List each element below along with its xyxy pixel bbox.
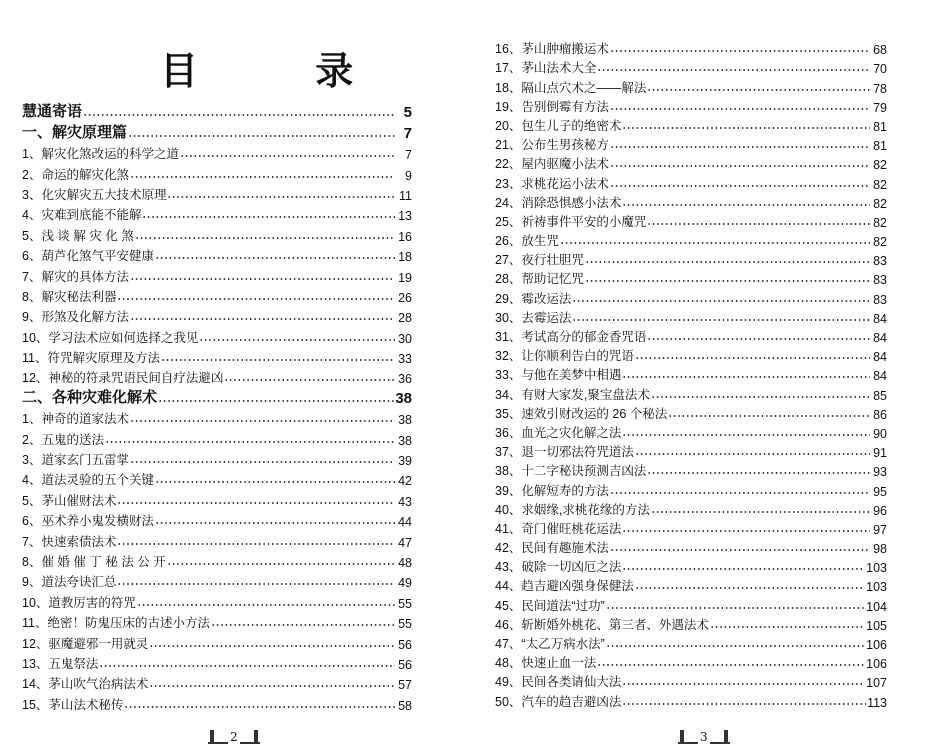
toc-entry bbox=[22, 305, 412, 325]
dot-leader bbox=[610, 105, 870, 111]
toc-entry-page: 70 bbox=[873, 62, 887, 77]
toc-entry-title: 2、命运的解灾化煞 bbox=[22, 167, 129, 182]
toc-entry-title: 慧通寄语 bbox=[22, 103, 83, 121]
toc-entry-page: 106 bbox=[866, 638, 887, 652]
toc-entry bbox=[495, 153, 887, 172]
dot-leader bbox=[149, 682, 395, 688]
toc-entry-page: 13 bbox=[398, 209, 412, 224]
dot-leader bbox=[155, 254, 395, 260]
toc-entry-title: 一、解灾原理篇 bbox=[22, 123, 128, 141]
toc-section-heading bbox=[22, 121, 412, 141]
toc-entry-title: 8、催 婚 催 丁 秘 法 公 开 bbox=[22, 554, 166, 569]
dot-leader bbox=[606, 642, 865, 648]
toc-entry bbox=[22, 285, 412, 305]
toc-entry-title: 27、夜行壮胆咒 bbox=[495, 253, 584, 268]
toc-entry-title: 49、民间各类请仙大法 bbox=[495, 675, 622, 690]
dot-leader bbox=[647, 335, 870, 341]
toc-entry-title: 30、去霉运法 bbox=[495, 310, 572, 325]
dot-leader bbox=[130, 275, 395, 281]
toc-entry-page: 79 bbox=[873, 100, 887, 115]
toc-entry-page: 82 bbox=[873, 158, 887, 173]
dot-leader bbox=[167, 193, 395, 199]
toc-entry-page: 57 bbox=[398, 678, 412, 693]
toc-entry-page: 113 bbox=[867, 695, 887, 710]
toc-entry-page: 84 bbox=[873, 369, 887, 384]
toc-entry-title: 31、考试高分的郁金香咒语 bbox=[495, 330, 647, 344]
toc-entry bbox=[22, 244, 412, 264]
toc-entry-title: 32、让你顺利告白的咒语 bbox=[495, 349, 634, 364]
toc-entry-page: 38 bbox=[395, 389, 412, 407]
toc-entry-page: 82 bbox=[873, 196, 887, 211]
page-footer-right bbox=[678, 728, 730, 744]
toc-entry-title: 12、神秘的符录咒语民间自疗法避凶 bbox=[22, 371, 224, 386]
toc-entry-title: 13、五鬼祭法 bbox=[22, 656, 99, 671]
toc-entry bbox=[495, 96, 887, 115]
dot-leader bbox=[105, 438, 395, 444]
toc-entry bbox=[495, 499, 887, 518]
toc-entry bbox=[495, 633, 887, 652]
toc-entry bbox=[495, 307, 887, 326]
dot-leader bbox=[137, 601, 395, 607]
toc-entry bbox=[22, 631, 412, 651]
right-page bbox=[470, 0, 935, 751]
toc-entry-page: 11 bbox=[399, 188, 412, 203]
dot-leader bbox=[135, 234, 395, 240]
toc-entry bbox=[22, 570, 412, 590]
toc-entry bbox=[495, 115, 887, 134]
dot-leader bbox=[647, 220, 870, 226]
ornament-icon bbox=[710, 728, 730, 744]
dot-leader bbox=[610, 162, 870, 168]
toc-entry bbox=[495, 575, 887, 594]
toc-entry-title: 6、巫术养小鬼发横财法 bbox=[22, 514, 154, 529]
dot-leader bbox=[155, 478, 395, 484]
toc-entry-page: 55 bbox=[398, 617, 412, 632]
toc-entry-page: 82 bbox=[873, 215, 887, 230]
toc-entry bbox=[495, 479, 887, 498]
toc-entry-page: 104 bbox=[866, 599, 887, 614]
toc-entry-page: 107 bbox=[866, 676, 887, 691]
toc-entry bbox=[495, 403, 887, 422]
dot-leader bbox=[211, 621, 395, 627]
dot-leader bbox=[606, 604, 865, 610]
toc-entry-page: 42 bbox=[398, 474, 412, 489]
toc-entry-page: 7 bbox=[403, 124, 412, 142]
dot-leader bbox=[130, 417, 395, 423]
toc-entry-title: 11、绝密！防鬼压床的古述小方法 bbox=[22, 616, 210, 631]
toc-entry-page: 84 bbox=[873, 350, 887, 365]
toc-entry-page: 84 bbox=[873, 311, 887, 326]
toc-entry-title: 11、符咒解灾原理及方法 bbox=[22, 351, 160, 366]
toc-entry-page: 43 bbox=[398, 494, 412, 509]
toc-entry bbox=[495, 690, 887, 709]
toc-entry-title: 9、道法夸诀汇总 bbox=[22, 575, 117, 590]
dot-leader bbox=[130, 458, 395, 464]
dot-leader bbox=[610, 182, 870, 188]
toc-entry-page: 58 bbox=[398, 698, 412, 713]
toc-entry-page: 86 bbox=[873, 407, 887, 422]
toc-entry bbox=[495, 38, 887, 57]
toc-entry-page: 49 bbox=[398, 576, 412, 591]
toc-entry-page: 98 bbox=[873, 542, 887, 557]
toc-entry-title: 33、与他在美梦中相遇 bbox=[495, 368, 622, 383]
toc-entry-page: 93 bbox=[873, 465, 887, 480]
toc-entry-title: 10、学习法术应如何选择之我见 bbox=[22, 330, 199, 345]
toc-entry-title: 36、血光之灾化解之法 bbox=[495, 425, 622, 440]
toc-entry-title: 48、快速止血一法 bbox=[495, 656, 597, 671]
toc-entry-title: 19、告别倒霉有方法 bbox=[495, 99, 609, 114]
toc-entry-title: 10、道教厉害的符咒 bbox=[22, 595, 136, 610]
toc-entry bbox=[22, 223, 412, 243]
toc-entry bbox=[22, 672, 412, 692]
toc-entry-title: 2、五鬼的送法 bbox=[22, 432, 104, 447]
toc-entry bbox=[22, 346, 412, 366]
dot-leader bbox=[651, 508, 870, 514]
dot-leader bbox=[651, 393, 870, 399]
toc-entry-title: 44、趋吉避凶强身保健法 bbox=[495, 579, 634, 594]
toc-entry-page: 39 bbox=[398, 454, 412, 469]
toc-entry-title: 41、奇门催旺桃花运法 bbox=[495, 521, 622, 536]
toc-entry-title: 20、包生儿子的绝密术 bbox=[495, 118, 622, 133]
toc-entry-page: 38 bbox=[398, 433, 412, 448]
toc-entry-title: 39、化解短寿的方法 bbox=[495, 483, 609, 498]
toc-entry bbox=[495, 287, 887, 306]
left-page bbox=[0, 0, 465, 751]
dot-leader bbox=[180, 152, 395, 158]
toc-entry-title: 46、斩断婚外桃花、第三者、外遇法术 bbox=[495, 617, 709, 632]
dot-leader bbox=[83, 111, 395, 117]
toc-entry-title: 4、灾难到底能不能解 bbox=[22, 208, 142, 223]
dot-leader bbox=[668, 412, 870, 418]
toc-entry-title: 17、茅山法术大全 bbox=[495, 61, 597, 76]
toc-entry bbox=[495, 172, 887, 191]
toc-entry-title: 16、茅山肿瘤搬运术 bbox=[495, 42, 609, 57]
dot-leader bbox=[610, 546, 870, 552]
dot-leader bbox=[167, 560, 395, 566]
toc-entry-title: 5、茅山催财法术 bbox=[22, 493, 117, 508]
toc-entry bbox=[495, 460, 887, 479]
toc-entry-title: 15、茅山法术秘传 bbox=[22, 697, 124, 712]
dot-leader bbox=[124, 703, 395, 709]
toc-entry-title: 3、化灾解灾五大技术原理 bbox=[22, 187, 167, 202]
toc-entry-page: 83 bbox=[873, 292, 887, 307]
toc-entry-page: 55 bbox=[398, 596, 412, 611]
page-number: 3 bbox=[700, 730, 708, 744]
dot-leader bbox=[597, 661, 865, 667]
dot-leader bbox=[99, 662, 395, 668]
dot-leader bbox=[647, 469, 870, 475]
toc-entry-page: 28 bbox=[398, 311, 412, 326]
toc-entry bbox=[22, 162, 412, 182]
toc-entry-title: 29、霉改运法 bbox=[495, 291, 572, 306]
toc-entry bbox=[22, 407, 412, 427]
toc-entry-title: 7、快速索债法术 bbox=[22, 534, 117, 549]
toc-entry bbox=[495, 230, 887, 249]
toc-entry bbox=[22, 183, 412, 203]
toc-entry-title: 23、求桃花运小法术 bbox=[495, 176, 609, 191]
toc-entry bbox=[22, 468, 412, 488]
dot-leader bbox=[117, 540, 395, 546]
toc-entry bbox=[22, 264, 412, 284]
dot-leader bbox=[199, 336, 395, 342]
toc-entry bbox=[22, 366, 412, 386]
toc-entry-page: 83 bbox=[873, 254, 887, 269]
toc-entry-page: 91 bbox=[873, 446, 887, 461]
toc-entry bbox=[22, 509, 412, 529]
dot-leader bbox=[622, 680, 865, 686]
toc-entry-page: 81 bbox=[873, 119, 887, 134]
toc-entry-title: 6、葫芦化煞气平安健康 bbox=[22, 249, 154, 264]
dot-leader bbox=[647, 86, 870, 92]
toc-entry-page: 9 bbox=[405, 168, 412, 183]
dot-leader bbox=[117, 499, 395, 505]
toc-entry-page: 18 bbox=[398, 250, 412, 265]
toc-list-left bbox=[22, 101, 412, 713]
dot-leader bbox=[622, 527, 870, 533]
toc-entry-title: 43、破除一切凶厄之法 bbox=[495, 560, 622, 575]
toc-entry bbox=[22, 550, 412, 570]
toc-entry-title: 3、道家玄门五雷掌 bbox=[22, 453, 129, 468]
toc-entry-page: 103 bbox=[866, 580, 887, 595]
toc-entry-title: 26、放生咒 bbox=[495, 234, 559, 249]
toc-entry-page: 26 bbox=[398, 290, 412, 305]
page-footer-left bbox=[208, 728, 260, 744]
toc-entry bbox=[22, 325, 412, 345]
toc-entry bbox=[495, 614, 887, 633]
toc-entry bbox=[495, 422, 887, 441]
toc-entry-page: 78 bbox=[873, 81, 887, 96]
toc-entry-title: 1、解灾化煞改运的科学之道 bbox=[22, 147, 179, 162]
toc-entry bbox=[22, 448, 412, 468]
dot-leader bbox=[560, 239, 870, 245]
toc-entry bbox=[495, 326, 887, 345]
toc-entry bbox=[22, 142, 412, 162]
toc-entry bbox=[495, 192, 887, 211]
toc-entry-title: 9、形煞及化解方法 bbox=[22, 310, 129, 325]
toc-entry-page: 90 bbox=[873, 426, 887, 441]
toc-entry bbox=[22, 203, 412, 223]
toc-entry-title: 37、退一切邪法符咒道法 bbox=[495, 445, 634, 460]
toc-entry bbox=[495, 652, 887, 671]
toc-entry-page: 5 bbox=[403, 104, 412, 122]
toc-entry bbox=[495, 268, 887, 287]
toc-entry-page: 68 bbox=[873, 43, 887, 58]
toc-entry bbox=[495, 57, 887, 76]
ornament-icon bbox=[208, 728, 228, 744]
toc-entry-title: 8、解灾秘法利器 bbox=[22, 289, 117, 304]
dot-leader bbox=[117, 580, 395, 586]
dot-leader bbox=[635, 584, 865, 590]
toc-entry-page: 48 bbox=[398, 555, 412, 570]
toc-entry-page: 83 bbox=[873, 273, 887, 288]
toc-entry-page: 16 bbox=[398, 229, 412, 244]
toc-entry-page: 81 bbox=[873, 139, 887, 154]
dot-leader bbox=[585, 258, 870, 264]
page-number: 2 bbox=[230, 730, 238, 744]
dot-leader bbox=[130, 315, 395, 321]
dot-leader bbox=[622, 201, 870, 207]
dot-leader bbox=[128, 132, 395, 138]
toc-entry-page: 96 bbox=[873, 503, 887, 518]
dot-leader bbox=[622, 373, 870, 379]
toc-entry-page: 33 bbox=[398, 352, 412, 367]
toc-entry-title: 18、隔山点穴术之——解法 bbox=[495, 80, 647, 95]
dot-leader bbox=[622, 431, 870, 437]
dot-leader bbox=[572, 297, 870, 303]
toc-entry-title: 24、消除恐惧感小法术 bbox=[495, 195, 622, 210]
dot-leader bbox=[610, 489, 870, 495]
toc-entry-title: 40、求姻缘,求桃花缘的方法 bbox=[495, 502, 650, 517]
toc-entry-title: 21、公布生男孩秘方 bbox=[495, 138, 609, 153]
dot-leader bbox=[224, 376, 395, 382]
dot-leader bbox=[622, 700, 866, 706]
toc-entry-page: 19 bbox=[398, 270, 412, 285]
toc-entry-title: 7、解灾的具体方法 bbox=[22, 269, 129, 284]
toc-entry-title: 38、十二字秘诀预测吉凶法 bbox=[495, 464, 647, 479]
toc-entry bbox=[22, 611, 412, 631]
toc-entry-title: 50、汽车的趋吉避凶法 bbox=[495, 694, 622, 709]
toc-entry bbox=[22, 590, 412, 610]
toc-entry-page: 7 bbox=[405, 148, 412, 163]
toc-entry-page: 56 bbox=[398, 657, 412, 672]
dot-leader bbox=[130, 173, 395, 179]
toc-entry-title: 二、各种灾难化解术 bbox=[22, 388, 158, 406]
toc-entry-title: 5、浅 谈 解 灾 化 煞 bbox=[22, 228, 134, 243]
dot-leader bbox=[635, 354, 870, 360]
toc-entry-page: 84 bbox=[873, 331, 887, 345]
dot-leader bbox=[149, 642, 395, 648]
toc-entry bbox=[22, 692, 412, 712]
toc-entry bbox=[22, 652, 412, 672]
toc-entry bbox=[495, 671, 887, 690]
toc-entry-page: 47 bbox=[398, 535, 412, 550]
toc-entry bbox=[495, 556, 887, 575]
dot-leader bbox=[585, 277, 870, 283]
toc-entry-title: 45、民间道法“过功” bbox=[495, 598, 605, 613]
toc-entry-page: 30 bbox=[398, 331, 412, 346]
dot-leader bbox=[610, 143, 870, 149]
toc-entry-page: 82 bbox=[873, 235, 887, 250]
toc-entry-title: 42、民间有趣施术法 bbox=[495, 541, 609, 556]
toc-entry bbox=[495, 211, 887, 230]
toc-section-heading bbox=[22, 386, 412, 406]
dot-leader bbox=[158, 397, 394, 403]
toc-entry bbox=[495, 134, 887, 153]
toc-entry-title: 28、帮助记忆咒 bbox=[495, 272, 584, 287]
toc-entry-page: 105 bbox=[866, 618, 887, 633]
toc-entry-title: 34、有财大家发,聚宝盘法术 bbox=[495, 387, 650, 402]
toc-entry-page: 82 bbox=[873, 177, 887, 192]
toc-entry bbox=[495, 383, 887, 402]
toc-entry-title: 47、“太乙万病水法” bbox=[495, 637, 605, 651]
ornament-icon bbox=[240, 728, 260, 744]
toc-entry-title: 4、道法灵验的五个关键 bbox=[22, 473, 154, 488]
toc-entry-title: 25、祈祷事件平安的小魔咒 bbox=[495, 214, 647, 229]
dot-leader bbox=[155, 519, 395, 525]
dot-leader bbox=[161, 356, 395, 362]
toc-entry-page: 97 bbox=[873, 522, 887, 537]
toc-entry bbox=[495, 441, 887, 460]
dot-leader bbox=[117, 295, 395, 301]
toc-entry bbox=[495, 537, 887, 556]
dot-leader bbox=[622, 124, 870, 130]
dot-leader bbox=[610, 47, 870, 53]
dot-leader bbox=[142, 213, 395, 219]
toc-section-heading bbox=[22, 101, 412, 121]
toc-entry-page: 56 bbox=[398, 637, 412, 652]
toc-entry bbox=[495, 76, 887, 95]
toc-entry-page: 36 bbox=[398, 372, 412, 387]
toc-entry-title: 14、茅山吹气治病法术 bbox=[22, 677, 149, 692]
toc-entry-page: 95 bbox=[873, 484, 887, 499]
dot-leader bbox=[710, 623, 865, 629]
toc-entry-title: 22、屋内驱魔小法术 bbox=[495, 157, 609, 172]
dot-leader bbox=[635, 450, 870, 456]
toc-entry-title: 12、驱魔避邪一用就灵 bbox=[22, 636, 149, 651]
toc-entry-page: 103 bbox=[866, 561, 887, 576]
dot-leader bbox=[622, 565, 865, 571]
toc-entry bbox=[495, 249, 887, 268]
toc-entry-page: 38 bbox=[398, 413, 412, 428]
toc-entry bbox=[495, 518, 887, 537]
toc-entry bbox=[22, 488, 412, 508]
toc-entry bbox=[495, 364, 887, 383]
toc-entry bbox=[22, 529, 412, 549]
toc-entry bbox=[22, 427, 412, 447]
ornament-icon bbox=[678, 728, 698, 744]
toc-entry-title: 1、神奇的道家法术 bbox=[22, 412, 129, 427]
toc-entry bbox=[495, 594, 887, 613]
toc-title: 目 录 bbox=[160, 48, 406, 93]
toc-entry-page: 106 bbox=[866, 657, 887, 672]
toc-entry-page: 85 bbox=[873, 388, 887, 403]
toc-list-right bbox=[495, 38, 887, 710]
dot-leader bbox=[572, 316, 870, 322]
toc-entry bbox=[495, 345, 887, 364]
dot-leader bbox=[597, 66, 870, 72]
toc-entry-page: 44 bbox=[398, 515, 412, 530]
toc-entry-title: 35、速效引财改运的 26 个秘法 bbox=[495, 406, 668, 421]
